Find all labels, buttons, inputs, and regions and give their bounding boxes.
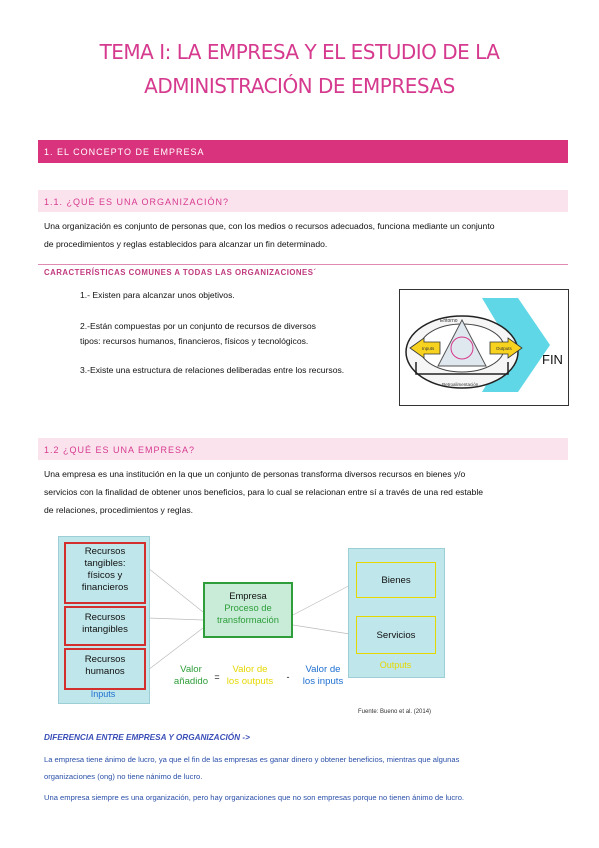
text-line: de relaciones, procedimientos y reglas. xyxy=(44,505,194,515)
minus-sign: - xyxy=(286,672,290,682)
connector-line xyxy=(293,582,356,615)
section-heading-1-2 xyxy=(38,438,568,460)
section-heading-1-text: 1. EL CONCEPTO DE EMPRESA xyxy=(44,147,205,157)
goods-box: Bienes xyxy=(356,562,436,598)
intangible-resources-box xyxy=(64,606,146,646)
section-heading-1-1-text: 1.1. ¿QUÉ ES UNA ORGANIZACIÓN? xyxy=(44,197,230,207)
characteristic-item-1: 1.- Existen para alcanzar unos objetivos. xyxy=(80,290,235,300)
text-line: financieros xyxy=(81,582,129,593)
text-line: humanos xyxy=(85,666,125,677)
outputs-caption: Outputs xyxy=(379,660,412,670)
inputs-caption: Inputs xyxy=(90,689,116,699)
connector-line xyxy=(148,568,203,612)
organization-figure xyxy=(399,289,569,406)
company-process-box xyxy=(203,582,293,638)
text-line: Recursos xyxy=(84,546,126,557)
text-line: Valor xyxy=(180,664,202,675)
organization-definition xyxy=(44,217,569,253)
section-heading-1 xyxy=(38,140,568,163)
connector-line xyxy=(293,625,356,635)
fin-label: FIN xyxy=(542,352,563,367)
text-line: Una empresa siempre es una organización, pero hay organizaciones que no son empresas porque no tienen ánimo de lucro. xyxy=(44,793,465,802)
characteristic-item-2 xyxy=(80,319,316,349)
text-line: añadido xyxy=(173,676,209,687)
text-line: tipos: recursos humanos, financieros, físicos y tecnológicos. xyxy=(80,336,309,346)
divider xyxy=(38,264,568,265)
text-line: 2.-Están compuestas por un conjunto de recursos de diversos xyxy=(80,321,316,331)
company-diagram xyxy=(38,530,568,720)
tangible-resources-box xyxy=(64,542,146,604)
difference-heading: DIFERENCIA ENTRE EMPRESA Y ORGANIZACIÓN -> xyxy=(44,733,250,742)
page-title-line2: ADMINISTRACIÓN DE EMPRESAS xyxy=(144,74,455,98)
text-line: Empresa xyxy=(229,590,267,601)
services-box: Servicios xyxy=(356,616,436,654)
company-definition xyxy=(44,465,569,519)
text-line: Proceso de xyxy=(224,602,272,613)
entorno-label: Entorno xyxy=(440,318,458,324)
added-value-label xyxy=(166,664,216,688)
inputs-label: Inputs xyxy=(422,346,435,351)
inputs-value-label xyxy=(294,664,352,688)
retro-label: Retroalimentación xyxy=(442,382,479,387)
difference-text xyxy=(44,751,569,806)
characteristics-heading: CARACTERÍSTICAS COMUNES A TODAS LAS ORGANIZACIONES´ xyxy=(44,268,317,277)
text-line: Recursos xyxy=(84,612,126,623)
connector-line xyxy=(148,618,203,620)
text-line: Valor de xyxy=(232,664,268,675)
text-line: de procedimientos y reglas establecidos para alcanzar un fin determinado. xyxy=(44,239,328,249)
section-heading-1-2-text: 1.2 ¿QUÉ ES UNA EMPRESA? xyxy=(44,445,196,455)
text-line: organizaciones (ong) no tiene nánimo de lucro. xyxy=(44,772,203,781)
diagram-source: Fuente: Bueno et al. (2014) xyxy=(358,709,432,715)
human-resources-box xyxy=(64,648,146,690)
outputs-label: Outputs xyxy=(496,346,512,351)
characteristic-item-3: 3.-Existe una estructura de relaciones deliberadas entre los recursos. xyxy=(80,365,345,375)
text-line: Valor de xyxy=(305,664,341,675)
text-line: intangibles xyxy=(82,624,128,635)
text-line: Recursos xyxy=(84,654,126,665)
organization-figure-svg xyxy=(400,290,568,405)
text-line: Una organización es conjunto de personas que, con los medios o recursos adecuados, funciona mediante un conjunto xyxy=(44,221,495,231)
outputs-value-label xyxy=(220,664,280,688)
text-line: tangibles: xyxy=(84,558,126,569)
page-title-line1: TEMA I: LA EMPRESA Y EL ESTUDIO DE LA xyxy=(99,40,500,64)
text-line: Una empresa es una institución en la que un conjunto de personas transforma diversos recursos en bienes y/o xyxy=(44,469,466,479)
text-line: los inputs xyxy=(302,676,344,687)
text-line: La empresa tiene ánimo de lucro, ya que el fin de las empresas es ganar dinero y obtener beneficios, mientras que algunas xyxy=(44,755,460,764)
section-heading-1-1 xyxy=(38,190,568,212)
text-line: los outputs xyxy=(226,676,274,687)
text-line: transformación xyxy=(216,614,279,625)
equals-sign: = xyxy=(214,672,220,682)
text-line: servicios con la finalidad de obtener unos beneficios, para lo cual se relacionan entre sí a través de una red estable xyxy=(44,487,484,497)
text-line: físicos y xyxy=(87,570,123,581)
